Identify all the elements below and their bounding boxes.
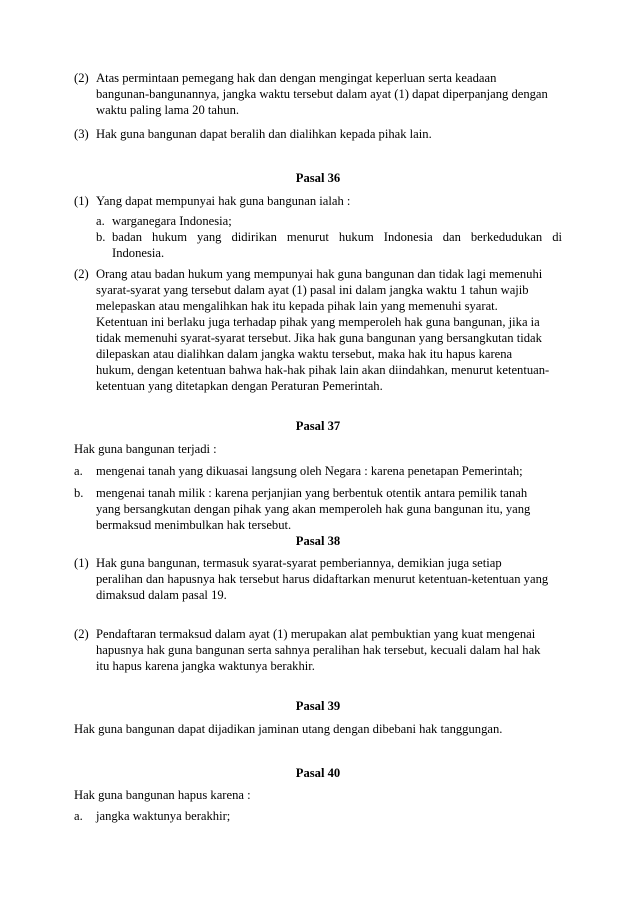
text-line: dimaksud dalam pasal 19. (96, 588, 227, 602)
text-line: Yang dapat mempunyai hak guna bangunan ialah : (96, 194, 351, 208)
paragraph-number: (3) (74, 127, 89, 141)
text-line: Hak guna bangunan, termasuk syarat-syarat pemberiannya, demikian juga setiap (96, 556, 502, 570)
text-line: dilepaskan atau dialihkan dalam jangka waktu tersebut, maka hak itu hapus karena (96, 347, 513, 361)
list-marker: a. (74, 809, 83, 823)
text-line: Ketentuan ini berlaku juga terhadap pihak yang memperoleh hak guna bangunan, jika ia (96, 315, 540, 329)
article-heading-36: Pasal 36 (295, 171, 341, 185)
text-line: Hak guna bangunan dapat beralih dan dialihkan kepada pihak lain. (96, 127, 432, 141)
text-line: bermaksud menimbulkan hak tersebut. (96, 518, 292, 532)
text-line: mengenai tanah milik : karena perjanjian yang berbentuk otentik antara pemilik tanah (96, 486, 528, 500)
text-line: Orang atau badan hukum yang mempunyai hak guna bangunan dan tidak lagi memenuhi (96, 267, 543, 281)
paragraph-38-1 (74, 555, 562, 603)
text-line: hapusnya hak guna bangunan serta sahnya peralihan hak tersebut, kecuali dalam hal hak (96, 643, 541, 657)
list-marker: b. (74, 486, 84, 500)
text-line: bangunan-bangunannya, jangka waktu tersebut dalam ayat (1) dapat diperpanjang dengan (96, 87, 548, 101)
text-line: Atas permintaan pemegang hak dan dengan mengingat keperluan serta keadaan (96, 71, 497, 85)
text-line: ketentuan yang ditetapkan dengan Peraturan Pemerintah. (96, 379, 383, 393)
article-heading-40: Pasal 40 (295, 766, 341, 780)
paragraph-36-1 (74, 193, 562, 209)
text-line: Indonesia. (112, 246, 165, 260)
list-item-36-a (96, 213, 562, 229)
text-line: melepaskan atau mengalihkan hak itu kepada pihak lain yang memenuhi syarat. (96, 299, 498, 313)
text-line: peralihan dan hapusnya hak tersebut harus didaftarkan menurut ketentuan-ketentuan yang (96, 572, 549, 586)
text-line: tidak memenuhi syarat-syarat tersebut. Jika hak guna bangunan yang bersangkutan tidak (96, 331, 542, 345)
list-marker: a. (74, 464, 83, 478)
text-line: mengenai tanah yang dikuasai langsung oleh Negara : karena penetapan Pemerintah; (96, 464, 523, 478)
paragraph-number: (1) (74, 194, 89, 208)
paragraph-number: (2) (74, 267, 89, 281)
article-37-intro: Hak guna bangunan terjadi : (74, 442, 217, 456)
text-line: itu hapus karena jangka waktunya berakhir. (96, 659, 315, 673)
list-item-36-b (96, 229, 562, 261)
paragraph-35-2 (74, 70, 562, 118)
article-40-intro: Hak guna bangunan hapus karena : (74, 788, 251, 802)
paragraph-35-3 (74, 126, 562, 142)
article-heading-38: Pasal 38 (295, 534, 341, 548)
paragraph-number: (2) (74, 627, 89, 641)
list-item-37-b (74, 485, 562, 533)
paragraph-number: (2) (74, 71, 89, 85)
text-line: badan hukum yang didirikan menurut hukum Indonesia dan berkedudukan di (112, 230, 562, 244)
text-line: syarat-syarat yang tersebut dalam ayat (1) pasal ini dalam jangka waktu 1 tahun wajib (96, 283, 529, 297)
paragraph-38-2 (74, 626, 562, 674)
text-line: warganegara Indonesia; (112, 214, 232, 228)
text-line: hukum, dengan ketentuan bahwa hak-hak pihak lain akan diindahkan, menurut ketentuan- (96, 363, 550, 377)
article-heading-39: Pasal 39 (295, 699, 341, 713)
list-marker: b. (96, 230, 106, 244)
text-line: yang bersangkutan dengan pihak yang akan memperoleh hak guna bangunan itu, yang (96, 502, 531, 516)
article-39-text: Hak guna bangunan dapat dijadikan jaminan utang dengan dibebani hak tanggungan. (74, 722, 503, 736)
text-line: jangka waktunya berakhir; (96, 809, 231, 823)
paragraph-36-2 (74, 266, 562, 394)
list-marker: a. (96, 214, 105, 228)
article-heading-37: Pasal 37 (295, 419, 341, 433)
text-line: Pendaftaran termaksud dalam ayat (1) merupakan alat pembuktian yang kuat mengenai (96, 627, 536, 641)
list-item-40-a (74, 808, 562, 824)
text-line: waktu paling lama 20 tahun. (96, 103, 240, 117)
paragraph-number: (1) (74, 556, 89, 570)
list-item-37-a (74, 463, 562, 479)
